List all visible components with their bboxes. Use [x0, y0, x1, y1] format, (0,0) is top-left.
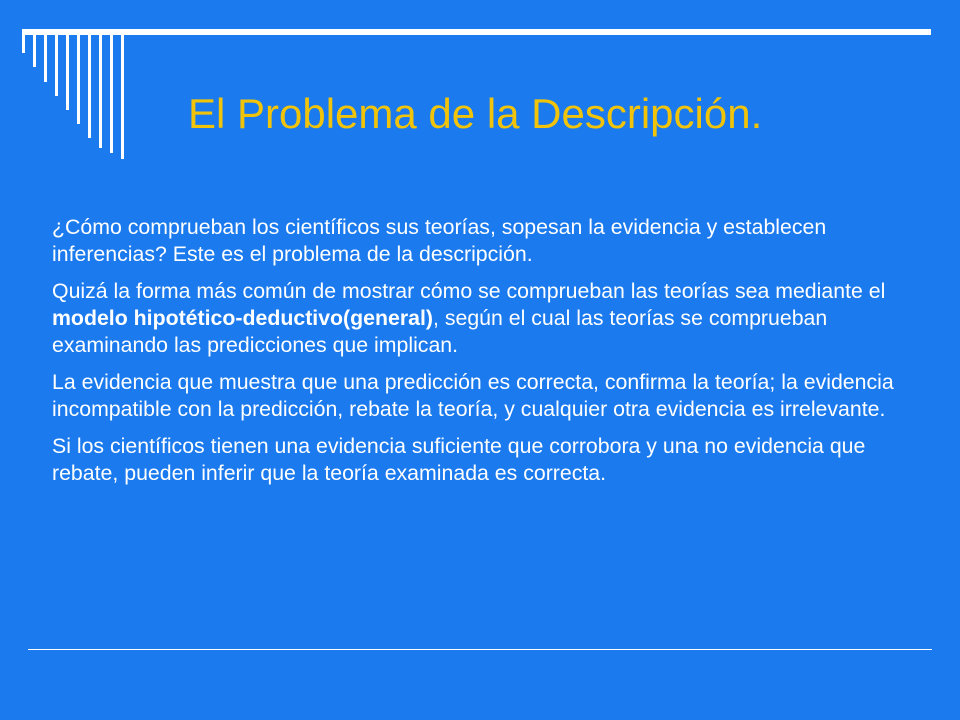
slide-body — [52, 214, 932, 497]
slide-title: El Problema de la Descripción. — [188, 90, 763, 137]
top-decorative-line — [22, 29, 931, 35]
paragraph-2-bold-term: modelo hipotético-deductivo(general) — [52, 306, 433, 330]
bottom-divider-line — [28, 649, 932, 650]
paragraph-2 — [52, 278, 932, 359]
paragraph-2-after: , según el cual las teorías se comprueban examinando las predicciones que implican. — [52, 306, 828, 357]
decorative-bars — [22, 35, 132, 165]
paragraph-3: La evidencia que muestra que una predicción es correcta, confirma la teoría; la evidencia incompatible con la predicción, rebate la teoría, y cualquier otra evidencia es irrelevante. — [52, 370, 894, 421]
decorative-bars-graphic — [22, 35, 132, 165]
paragraph-2-before: Quizá la forma más común de mostrar cómo se comprueban las teorías sea mediante el — [52, 279, 886, 303]
paragraph-1: ¿Cómo comprueban los científicos sus teorías, sopesan la evidencia y establecen inferencias? Este es el problema de la descripción. — [52, 215, 827, 266]
paragraph-4: Si los científicos tienen una evidencia suficiente que corrobora y una no evidencia que rebate, pueden inferir que la teoría examinada es correcta. — [52, 434, 866, 485]
